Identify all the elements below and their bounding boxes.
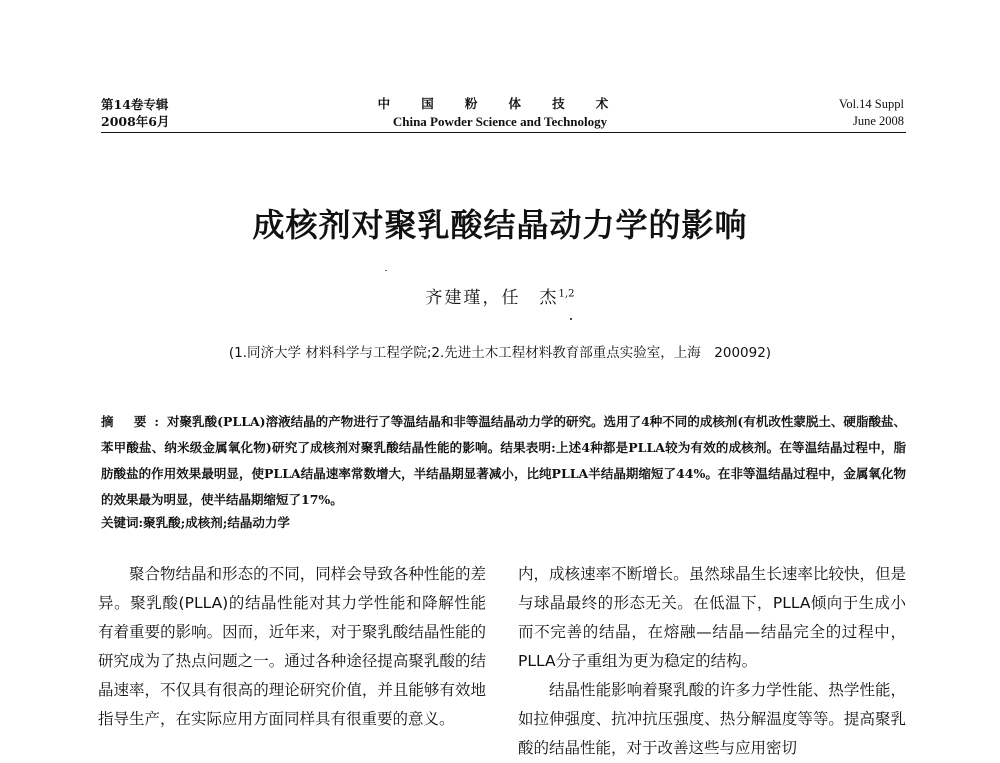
volume-cn: 第14卷专辑: [101, 97, 169, 112]
volume-en: Vol.14 Suppl: [838, 97, 904, 111]
body-paragraph: 内，成核速率不断增长。虽然球晶生长速率比较快，但是与球晶最终的形态无关。在低温下，PLLA倾向于生成小而不完善的结晶，在熔融—结晶—结晶完全的过程中，PLLA分子重组为更为稳定的结构。: [518, 565, 906, 670]
scan-speck-2: [570, 318, 572, 320]
header-right: [839, 96, 904, 130]
abstract-text: 对聚乳酸(PLLA)溶液结晶的产物进行了等温结晶和非等温结晶动力学的研究。选用了4种不同的成核剂(有机改性蒙脱土、硬脂酸盐、苯甲酸盐、纳米级金属氧化物)研究了成核剂对聚乳酸结晶性能的影响。结果表明:上述4种都是PLLA较为有效的成核剂。在等温结晶过程中，脂肪酸盐的作用效果最明显，使PLLA结晶速率常数增大，半结晶期显著减小，比纯PLLA半结晶期缩短了44%。在非等温结晶过程中，金属氧化物的效果最为明显，使半结晶期缩短了17%。: [101, 414, 906, 507]
body-paragraph: 结晶性能影响着聚乳酸的许多力学性能、热学性能，如拉伸强度、抗冲抗压强度、热分解温度等等。提高聚乳酸的结晶性能，对于改善这些与应用密切: [518, 681, 906, 757]
keywords: [101, 513, 906, 533]
journal-cn: 中 国 粉 体 技 术: [377, 97, 623, 111]
body-column-left: [98, 560, 486, 734]
abstract: [101, 409, 906, 513]
body-column-right: [518, 560, 906, 763]
keywords-label: 关键词:: [101, 515, 144, 530]
authors: [0, 283, 1000, 308]
body-paragraph: 聚合物结晶和形态的不同，同样会导致各种性能的差异。聚乳酸(PLLA)的结晶性能对其力学性能和降解性能有着重要的影响。因而，近年来，对于聚乳酸结晶性能的研究成为了热点问题之一。通过各种途径提高聚乳酸的结晶速率，不仅具有很高的理论研究价值，并且能够有效地指导生产，在实际应用方面同样具有很重要的意义。: [98, 565, 486, 728]
affiliation: (1.同济大学 材料科学与工程学院;2.先进土木工程材料教育部重点实验室，上海 200092): [228, 345, 772, 361]
scan-speck: [385, 270, 387, 271]
header-rule: [101, 132, 906, 133]
date-cn: 2008年6月: [101, 114, 170, 129]
author-names: 齐建瑾，任 杰: [425, 288, 559, 308]
journal-en: China Powder Science and Technology: [392, 114, 608, 129]
abstract-label: 摘 要:: [101, 414, 168, 429]
date-en: June 2008: [852, 114, 904, 128]
keywords-text: 聚乳酸;成核剂;结晶动力学: [143, 515, 290, 530]
paper-title: 成核剂对聚乳酸结晶动力学的影响: [252, 206, 748, 244]
author-affil-marks: 1,2: [558, 288, 575, 300]
